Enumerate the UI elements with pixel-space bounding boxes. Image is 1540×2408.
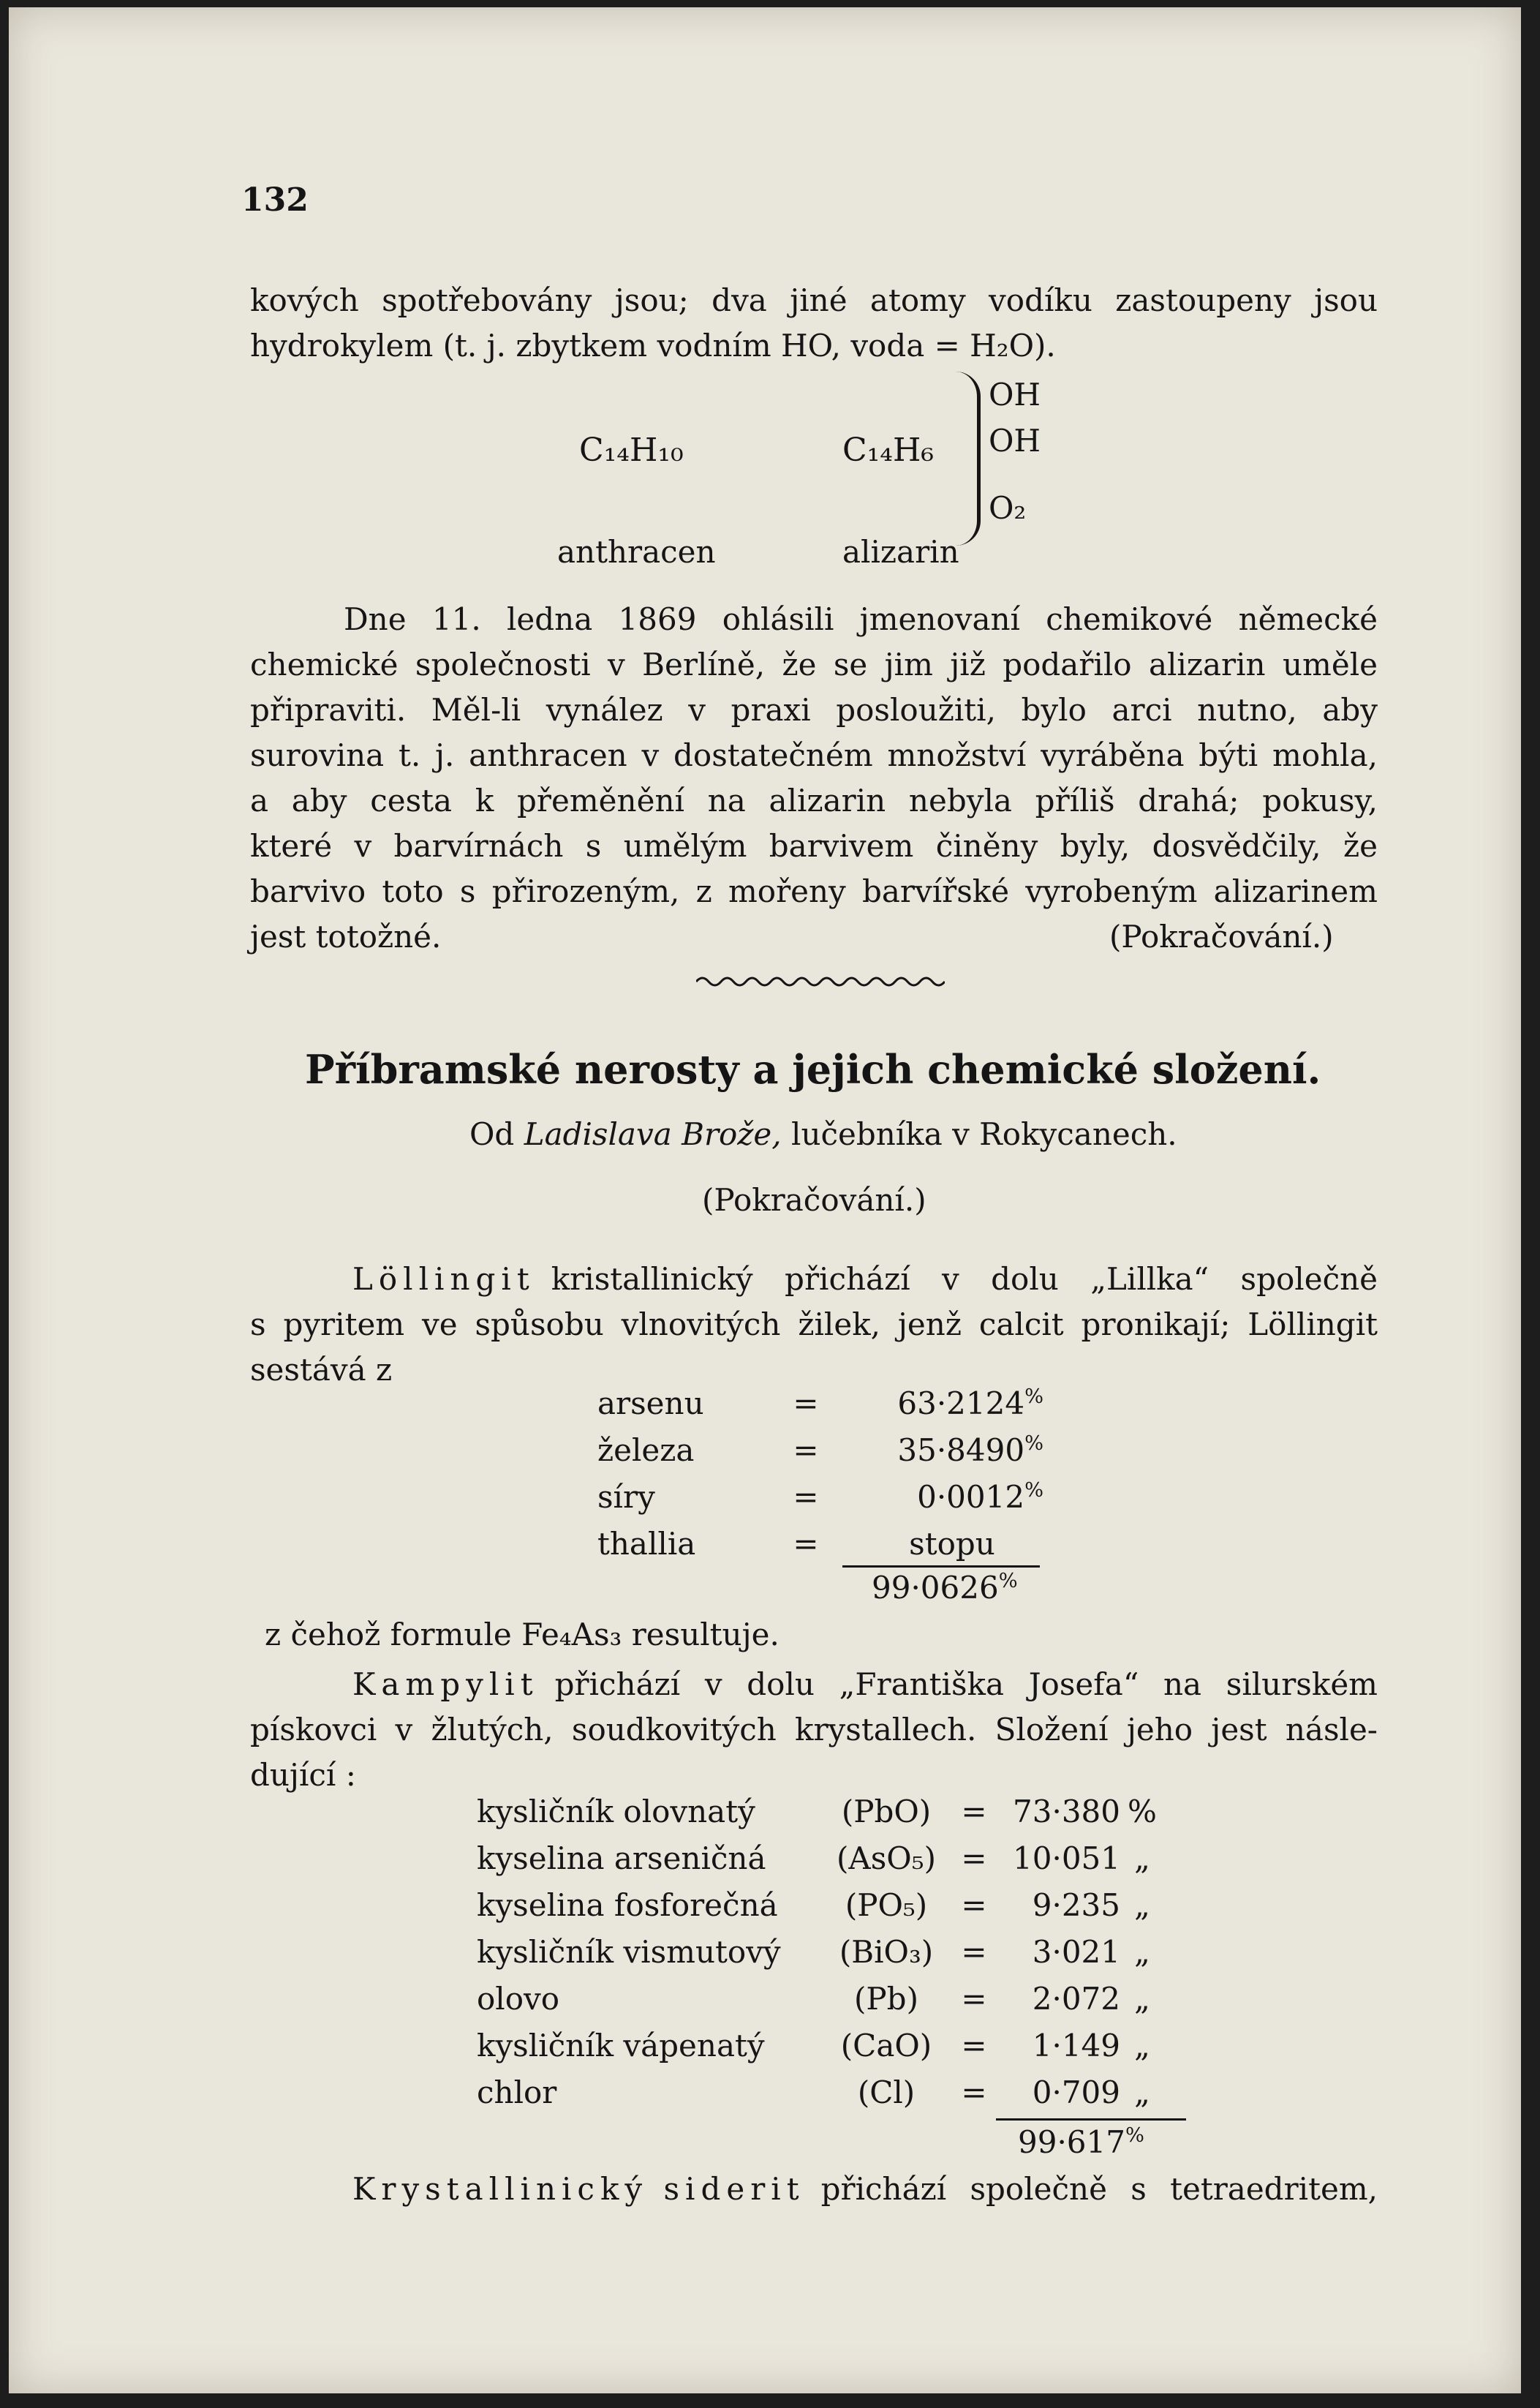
percent-unit: % (1024, 1431, 1043, 1455)
equals-sign: = (961, 2027, 987, 2063)
compound-formula: (AsO₅) (837, 1840, 936, 1876)
siderit-line (352, 2167, 1378, 2212)
compound-formula: (Pb) (854, 1980, 918, 2017)
kampylit-line-1 (352, 1662, 1378, 1707)
compound-formula: (PbO) (841, 1793, 932, 1829)
compound-name: kysličník vápenatý (477, 2027, 765, 2063)
lollingit-composition-table (597, 1380, 1043, 1567)
paragraph1-line-6: které v barvírnách s umělým barvivem činěny byly, dosvědčily, že (250, 828, 1378, 864)
lollingit-name: Löllingit (352, 1261, 535, 1297)
formula-group-o2: O₂ (989, 490, 1027, 526)
element-value: 63·2124 (897, 1385, 1025, 1421)
kampylit-last-line: dující : (250, 1757, 356, 1793)
table-row (477, 1975, 1164, 2022)
compound-unit: „ (1134, 1840, 1150, 1876)
equals-sign: = (961, 1886, 987, 1923)
wavy-separator (696, 973, 945, 990)
kampylit-total (1018, 2120, 1144, 2165)
byline-suffix: lučebníka v Rokycanech. (791, 1116, 1177, 1152)
lollingit-line-2: s pyritem ve spůsobu vlnovitých žilek, jenž calcit pronikají; Löllingit (250, 1306, 1378, 1342)
element-value: 0·0012 (917, 1478, 1025, 1515)
table-row (597, 1520, 1043, 1567)
compound-unit: „ (1134, 1933, 1150, 1970)
paragraph1-line-7: barvivo toto s přirozeným, z mořeny barvířské vyrobeným alizarinem (250, 873, 1378, 909)
compound-unit: % (1128, 1793, 1157, 1829)
equals-sign: = (961, 1793, 987, 1829)
kampylit-line-2: pískovci v žlutých, soudkovitých krystallech. Složení jeho jest násle- (250, 1712, 1378, 1747)
lollingit-total (872, 1565, 1018, 1611)
percent-unit: % (1125, 2124, 1144, 2147)
table-row (477, 1881, 1164, 1928)
element-value: stopu (909, 1525, 995, 1562)
paragraph1-line-1: Dne 11. ledna 1869 ohlásili jmenovaní chemikové německé (344, 601, 1378, 637)
label-anthracen: anthracen (557, 534, 716, 570)
continued-note-1: (Pokračování.) (1109, 919, 1334, 955)
table-row (597, 1380, 1043, 1426)
equals-sign: = (961, 2074, 987, 2110)
compound-name: kyselina fosforečná (477, 1886, 778, 1923)
paragraph1-line-4: surovina t. j. anthracen v dostatečném množství vyráběna býti mohla, (250, 737, 1378, 773)
article-byline (469, 1112, 1177, 1157)
compound-unit: „ (1134, 2074, 1150, 2110)
table-row (477, 2069, 1164, 2115)
kampylit-rows (477, 1788, 1164, 2115)
element-name: železa (597, 1431, 695, 1468)
compound-formula: (BiO₃) (839, 1933, 934, 1970)
siderit-name: Krystallinický siderit (352, 2171, 805, 2207)
compound-formula: (Cl) (857, 2074, 916, 2110)
kampylit-line-1-text: přichází v dolu „Františka Josefa“ na silurském (554, 1666, 1378, 1702)
byline-prefix: Od (469, 1116, 515, 1152)
table-row (597, 1473, 1043, 1520)
intro-line-2: hydrokylem (t. j. zbytkem vodním HO, voda = H₂O). (250, 328, 1056, 364)
article-title: Příbramské nerosty a jejich chemické složení. (305, 1046, 1321, 1093)
formula-alizarin: C₁₄H₆ (842, 432, 934, 469)
lollingit-line-1 (352, 1257, 1378, 1302)
table-row (477, 2022, 1164, 2069)
compound-value: 73·380 (1013, 1793, 1120, 1829)
percent-unit: % (998, 1570, 1018, 1592)
paragraph1-line-2: chemické společnosti v Berlíně, že se jim již podařilo alizarin uměle (250, 647, 1378, 682)
compound-unit: „ (1134, 2027, 1150, 2063)
percent-unit: % (1024, 1385, 1043, 1408)
intro-line-1: kových spotřebovány jsou; dva jiné atomy vodíku zastoupeny jsou (250, 282, 1378, 318)
page-number: 132 (241, 181, 309, 219)
formula-group-oh-1: OH (989, 377, 1041, 413)
document-page (9, 7, 1521, 2393)
siderit-text: přichází společně s tetraedritem, (820, 2171, 1378, 2207)
compound-value: 1·149 (1032, 2027, 1120, 2063)
compound-formula: (PO₅) (845, 1886, 928, 1923)
paragraph1-last-line: jest totožné. (250, 919, 442, 955)
table-row (477, 1928, 1164, 1975)
kampylit-composition-table (477, 1788, 1164, 2115)
equals-sign: = (961, 1980, 987, 2017)
kampylit-name: Kampylit (352, 1666, 539, 1702)
formula-brace (954, 372, 981, 546)
byline-author: Ladislava Brože, (524, 1116, 782, 1152)
compound-name: chlor (477, 2074, 557, 2110)
label-alizarin: alizarin (842, 534, 959, 570)
element-name: thallia (597, 1525, 696, 1562)
article-continued: (Pokračování.) (702, 1182, 926, 1218)
equals-sign: = (793, 1525, 819, 1562)
total-value: 99·0626 (872, 1570, 999, 1606)
compound-name: kysličník vismutový (477, 1933, 781, 1970)
paragraph1-line-5: a aby cesta k přeměnění na alizarin nebyla příliš drahá; pokusy, (250, 783, 1378, 819)
lollingit-formula-line: z čehož formule Fe₄As₃ resultuje. (265, 1617, 780, 1652)
lollingit-line-1-text: kristallinický přichází v dolu „Lillka“ společně (551, 1261, 1378, 1297)
percent-unit: % (1024, 1478, 1043, 1502)
equals-sign: = (961, 1933, 987, 1970)
formula-group-oh-2: OH (989, 423, 1041, 459)
paragraph1-line-3: připraviti. Měl-li vynález v praxi posloužiti, bylo arci nutno, aby (250, 692, 1378, 728)
table-row (477, 1835, 1164, 1881)
compound-unit: „ (1134, 1886, 1150, 1923)
compound-value: 0·709 (1032, 2074, 1120, 2110)
element-name: síry (597, 1478, 655, 1515)
element-value: 35·8490 (897, 1431, 1025, 1468)
equals-sign: = (793, 1385, 819, 1421)
table-row (597, 1426, 1043, 1473)
compound-value: 9·235 (1032, 1886, 1120, 1923)
compound-name: kyselina arseničná (477, 1840, 766, 1876)
table-row (477, 1788, 1164, 1835)
compound-value: 2·072 (1032, 1980, 1120, 2017)
compound-unit: „ (1134, 1980, 1150, 2017)
compound-value: 10·051 (1013, 1840, 1120, 1876)
equals-sign: = (793, 1478, 819, 1515)
compound-name: olovo (477, 1980, 560, 2017)
lollingit-rows (597, 1380, 1043, 1567)
equals-sign: = (961, 1840, 987, 1876)
compound-value: 3·021 (1032, 1933, 1120, 1970)
equals-sign: = (793, 1431, 819, 1468)
total-value: 99·617 (1018, 2124, 1125, 2160)
lollingit-last-line: sestává z (250, 1352, 393, 1388)
compound-formula: (CaO) (840, 2027, 932, 2063)
formula-anthracen: C₁₄H₁₀ (579, 432, 684, 469)
compound-name: kysličník olovnatý (477, 1793, 755, 1829)
element-name: arsenu (597, 1385, 704, 1421)
